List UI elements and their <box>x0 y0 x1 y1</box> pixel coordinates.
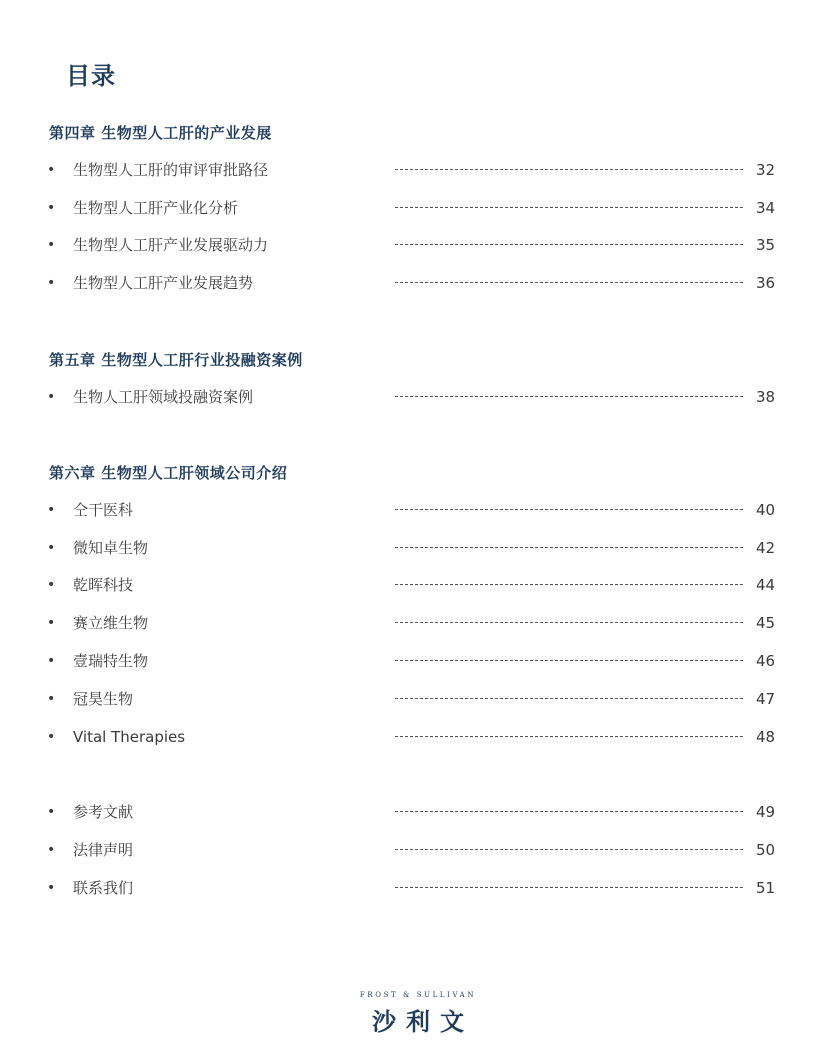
toc-entry[interactable] <box>0 158 836 182</box>
page-title: 目录 <box>66 62 116 90</box>
toc-entry-page: 40 <box>756 501 776 519</box>
toc-entry[interactable] <box>0 196 836 220</box>
toc-entry[interactable] <box>0 536 836 560</box>
logo-chinese-text: 沙利文 <box>372 1008 474 1036</box>
bullet-icon: • <box>47 653 56 669</box>
toc-entry-label: 联系我们 <box>73 879 134 897</box>
dotted-leader <box>395 887 743 888</box>
toc-entry-page: 42 <box>756 539 776 557</box>
dotted-leader <box>395 547 743 548</box>
toc-entry-page: 38 <box>756 388 776 406</box>
toc-entry[interactable] <box>0 876 836 900</box>
toc-entry[interactable] <box>0 687 836 711</box>
toc-entry[interactable] <box>0 649 836 673</box>
toc-entry-label: 生物型人工肝产业发展趋势 <box>73 274 254 292</box>
dotted-leader <box>395 849 743 850</box>
toc-entry-label: 生物人工肝领域投融资案例 <box>73 388 254 406</box>
dotted-leader <box>395 622 743 623</box>
dotted-leader <box>395 169 743 170</box>
toc-entry-label: Vital Therapies <box>73 728 186 746</box>
toc-entry-label: 生物型人工肝产业发展驱动力 <box>73 236 269 254</box>
toc-entry-page: 49 <box>756 803 776 821</box>
bullet-icon: • <box>47 804 56 820</box>
frost-sullivan-logo <box>350 991 486 1036</box>
toc-entry-label: 仝干医科 <box>73 501 134 519</box>
dotted-leader <box>395 244 743 245</box>
bullet-icon: • <box>47 729 56 745</box>
toc-entry-label: 乾晖科技 <box>73 576 134 594</box>
toc-entry-page: 46 <box>756 652 776 670</box>
toc-entry-label: 生物型人工肝产业化分析 <box>73 199 239 217</box>
toc-entry-label: 冠昊生物 <box>73 690 134 708</box>
dotted-leader <box>395 509 743 510</box>
toc-entry-page: 44 <box>756 576 776 594</box>
toc-entry-page: 32 <box>756 161 776 179</box>
dotted-leader <box>395 811 743 812</box>
toc-entry[interactable] <box>0 233 836 257</box>
toc-entry-page: 45 <box>756 614 776 632</box>
bullet-icon: • <box>47 237 56 253</box>
dotted-leader <box>395 660 743 661</box>
chapter-heading-5: 第五章 生物型人工肝行业投融资案例 <box>49 351 303 369</box>
dotted-leader <box>395 736 743 737</box>
toc-entry-page: 48 <box>756 728 776 746</box>
toc-entry-label: 微知卓生物 <box>73 539 149 557</box>
toc-entry-label: 生物型人工肝的审评审批路径 <box>73 161 269 179</box>
dotted-leader <box>395 207 743 208</box>
toc-entry-page: 34 <box>756 199 776 217</box>
bullet-icon: • <box>47 540 56 556</box>
toc-entry-label: 参考文献 <box>73 803 134 821</box>
toc-entry[interactable] <box>0 385 836 409</box>
bullet-icon: • <box>47 502 56 518</box>
dotted-leader <box>395 282 743 283</box>
bullet-icon: • <box>47 615 56 631</box>
bullet-icon: • <box>47 842 56 858</box>
bullet-icon: • <box>47 880 56 896</box>
toc-entry-page: 47 <box>756 690 776 708</box>
toc-entry-page: 35 <box>756 236 776 254</box>
bullet-icon: • <box>47 389 56 405</box>
bullet-icon: • <box>47 275 56 291</box>
bullet-icon: • <box>47 200 56 216</box>
toc-entry-label: 法律声明 <box>73 841 134 859</box>
toc-entry[interactable] <box>0 725 836 749</box>
bullet-icon: • <box>47 162 56 178</box>
dotted-leader <box>395 584 743 585</box>
toc-entry[interactable] <box>0 800 836 824</box>
chapter-heading-6: 第六章 生物型人工肝领域公司介绍 <box>49 464 288 482</box>
chapter-heading-4: 第四章 生物型人工肝的产业发展 <box>49 124 272 142</box>
logo-english-text: FROST & SULLIVAN <box>359 991 477 999</box>
toc-entry-page: 51 <box>756 879 776 897</box>
toc-entry[interactable] <box>0 498 836 522</box>
bullet-icon: • <box>47 691 56 707</box>
toc-entry[interactable] <box>0 838 836 862</box>
toc-entry-label: 壹瑞特生物 <box>73 652 149 670</box>
toc-entry-label: 赛立维生物 <box>73 614 149 632</box>
dotted-leader <box>395 396 743 397</box>
toc-entry-page: 36 <box>756 274 776 292</box>
toc-entry[interactable] <box>0 573 836 597</box>
dotted-leader <box>395 698 743 699</box>
toc-entry[interactable] <box>0 271 836 295</box>
toc-entry-page: 50 <box>756 841 776 859</box>
bullet-icon: • <box>47 577 56 593</box>
toc-entry[interactable] <box>0 611 836 635</box>
